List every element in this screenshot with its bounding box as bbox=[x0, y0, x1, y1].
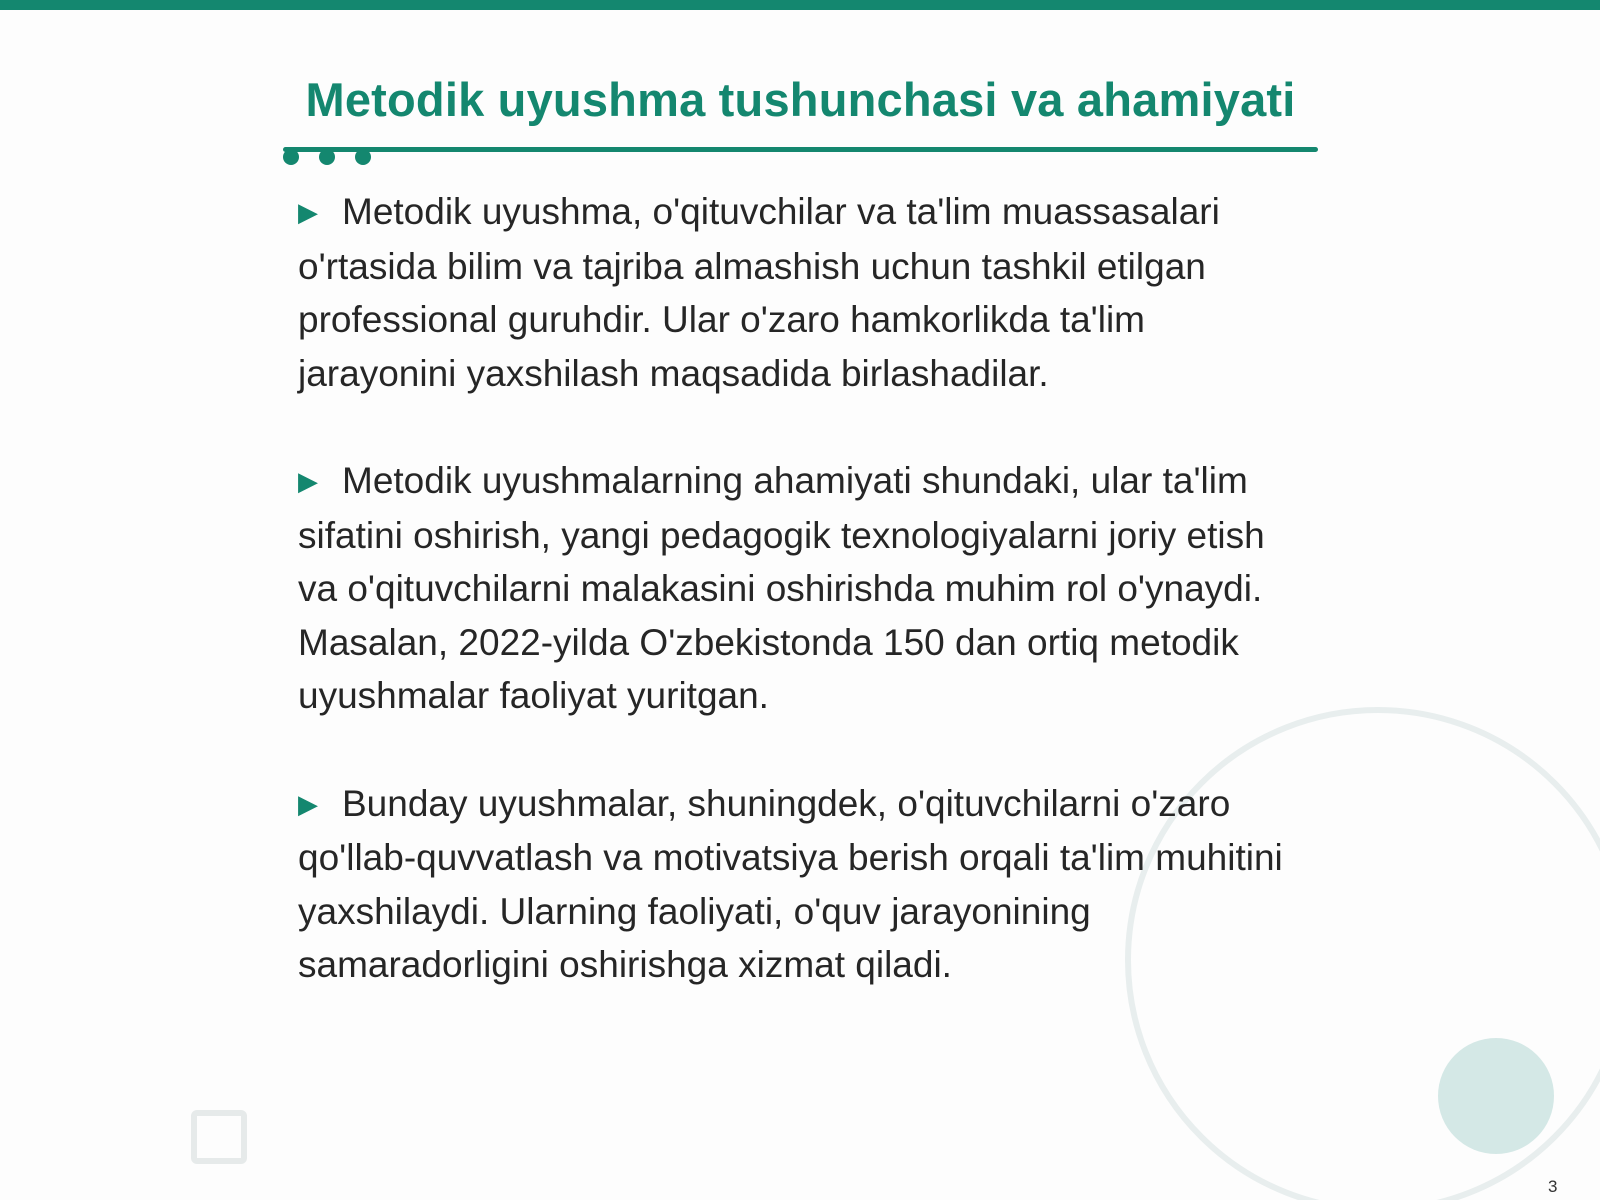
bullet-text: Metodik uyushma, o'qituvchilar va ta'lim muassasalari o'rtasida bilim va tajriba almashish uchun tashkil etilgan professional guruhdir. Ular o'zaro hamkorlikda ta'lim jarayonini yaxshilash maqsadida birlashadilar. bbox=[298, 191, 1220, 394]
title-underline bbox=[283, 147, 1318, 152]
underline-dot bbox=[319, 149, 335, 165]
bullet-point bbox=[298, 777, 1310, 992]
bullet-text: Bunday uyushmalar, shuningdek, o'qituvchilarni o'zaro qo'llab-quvvatlash va motivatsiya berish orqali ta'lim muhitini yaxshilaydi. Ularning faoliyati, o'quv jarayonining samaradorligini oshirishga xizmat qiladi. bbox=[298, 782, 1283, 985]
triangle-right-icon: ▶ bbox=[298, 788, 318, 819]
page-number: 3 bbox=[1548, 1177, 1558, 1196]
triangle-right-icon: ▶ bbox=[298, 466, 318, 496]
underline-dot bbox=[355, 149, 371, 165]
decor-disc bbox=[1438, 1038, 1554, 1154]
triangle-right-icon: ▶ bbox=[298, 197, 318, 227]
slide-title: Metodik uyushma tushunchasi va ahamiyati bbox=[305, 73, 1296, 126]
bullet-text: Metodik uyushmalarning ahamiyati shundaki, ular ta'lim sifatini oshirish, yangi pedagogik texnologiyalarni joriy etish va o'qituvchilarni malakasini oshirishda muhim rol o'ynaydi. Masalan, 2022-yilda O'zbekistonda 150 dan ortiq metodik uyushmalar faoliyat yuritgan. bbox=[298, 460, 1265, 716]
bullet-point bbox=[298, 185, 1310, 400]
slide-body bbox=[298, 185, 1310, 1046]
underline-dot bbox=[283, 149, 299, 165]
title-underline-dots bbox=[283, 149, 371, 165]
bullet-point bbox=[298, 454, 1310, 723]
decor-square bbox=[194, 1113, 244, 1161]
